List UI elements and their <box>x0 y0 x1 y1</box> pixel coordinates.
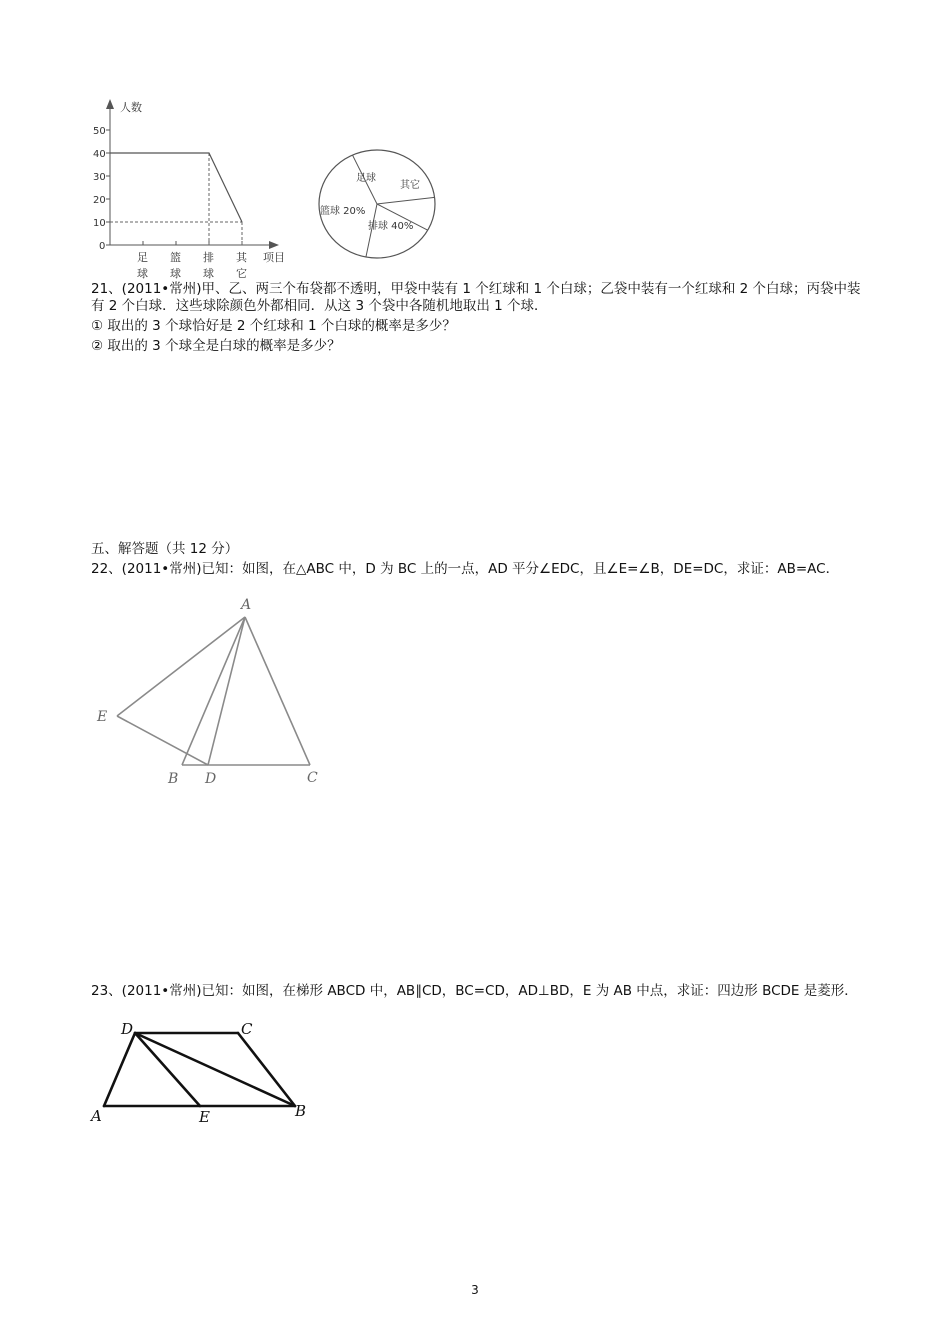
y-tick-label: 30 <box>93 172 106 183</box>
x-category-label: 它 <box>236 267 247 280</box>
y-tick-label: 50 <box>93 126 106 137</box>
y-tick-label: 0 <box>99 241 106 252</box>
point-label-a: A <box>91 1107 102 1125</box>
pie-chart <box>312 148 442 260</box>
point-label-c: C <box>241 1020 253 1038</box>
x-category-label: 球 <box>203 267 214 280</box>
x-category-label: 足 <box>137 251 148 264</box>
segment-da <box>104 1033 135 1106</box>
x-category-label: 篮 <box>170 251 181 264</box>
x-category-label: 其 <box>236 251 247 264</box>
line-chart <box>85 95 300 285</box>
y-tick-label: 40 <box>93 149 106 160</box>
pie-label-basketball: 篮球 20% <box>320 206 366 217</box>
point-label-b: B <box>168 771 179 787</box>
question-22-text: 22、(2011•常州)已知：如图，在△ABC 中，D 为 BC 上的一点，AD 平分∠EDC，且∠E=∠B，DE=DC，求证：AB=AC． <box>91 561 840 577</box>
series-line <box>110 153 242 222</box>
segment-ac <box>245 617 310 765</box>
point-label-d: D <box>121 1020 134 1038</box>
question-23-text: 23、(2011•常州)已知：如图，在梯形 ABCD 中，AB∥CD，BC=CD，AD⊥BD，E 为 AB 中点，求证：四边形 BCDE 是菱形． <box>91 983 858 999</box>
point-label-e: E <box>199 1108 210 1126</box>
point-label-b: B <box>295 1102 307 1120</box>
y-tick-label: 10 <box>93 218 106 229</box>
point-label-c: C <box>307 770 318 786</box>
x-category-label: 排 <box>203 251 214 264</box>
triangle-figure <box>88 592 333 792</box>
point-label-d: D <box>205 771 217 787</box>
point-label-e: E <box>97 709 108 725</box>
segment-db <box>135 1033 295 1106</box>
section-heading: 五、解答题（共 12 分） <box>91 541 239 557</box>
segment-ae <box>117 617 245 716</box>
y-tick-label: 20 <box>93 195 106 206</box>
pie-label-other: 其它 <box>400 180 420 191</box>
segment-de <box>135 1033 200 1106</box>
x-category-label: 球 <box>170 267 181 280</box>
question-21-part-1: ① 取出的 3 个球恰好是 2 个红球和 1 个白球的概率是多少？ <box>91 318 456 334</box>
pie-label-volleyball: 排球 40% <box>368 221 414 232</box>
pie-label-football: 足球 <box>356 173 376 184</box>
segment-cb <box>238 1033 295 1106</box>
x-axis-title: 项目 <box>263 251 285 264</box>
question-21-part-2: ② 取出的 3 个球全是白球的概率是多少？ <box>91 338 341 354</box>
pie-slice-border <box>377 197 435 204</box>
segment-ed <box>117 716 208 765</box>
point-label-a: A <box>241 597 252 613</box>
y-axis-title: 人数 <box>120 101 142 114</box>
x-category-label: 球 <box>137 267 148 280</box>
trapezoid-figure <box>88 1018 323 1130</box>
page-number: 3 <box>471 1283 479 1297</box>
question-21-text: 21、(2011•常州)甲、乙、两三个布袋都不透明，甲袋中装有 1 个红球和 1 个白球；乙袋中装有一个红球和 2 个白球；丙袋中装有 2 个白球．这些球除颜色外都相同．从这 3 个袋中各随机地取出 1 个球． <box>91 281 861 314</box>
